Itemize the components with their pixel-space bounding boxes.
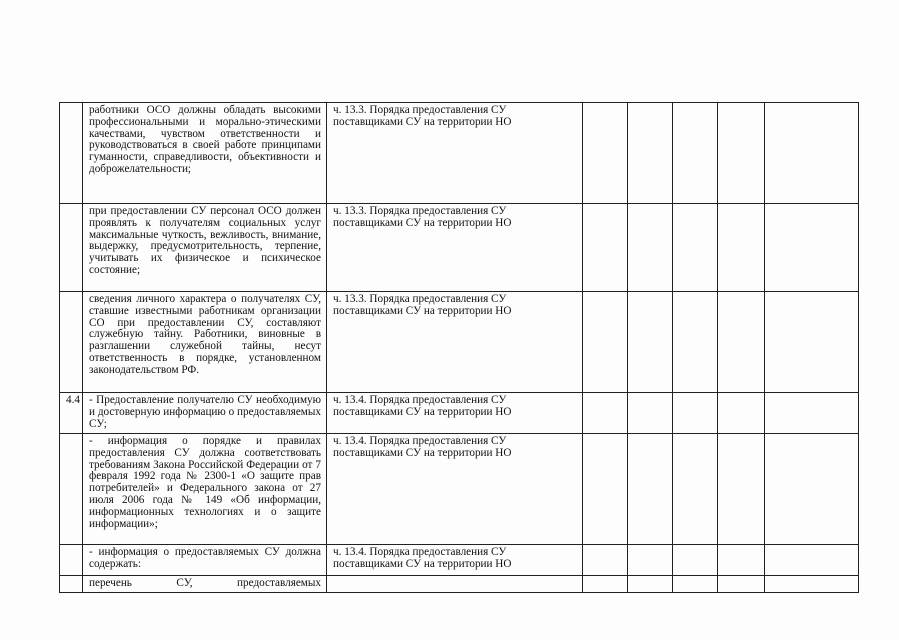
empty-cell [628, 545, 673, 576]
table-row [60, 393, 859, 434]
requirement-text: - информация о порядке и правилах предоставления СУ должна соответствовать требованиям Закона Российской Федерации от 7 февраля 1992 года № 2300-1 «О защите прав потребителей» и Федерального закона от 27 июля 2006 года № 149 «Об информации, информационных технологиях и о защите информации»; [83, 434, 327, 545]
reference-text [327, 576, 583, 593]
row-number [60, 576, 83, 593]
empty-cell [673, 576, 718, 593]
empty-cell [765, 545, 859, 576]
empty-cell [673, 292, 718, 393]
reference-text: ч. 13.3. Порядка предоставления СУ поставщиками СУ на территории НО [327, 103, 583, 204]
requirements-table [59, 102, 859, 593]
requirement-text: - информация о предоставляемых СУ должна содержать: [83, 545, 327, 576]
reference-text: ч. 13.4. Порядка предоставления СУ поставщиками СУ на территории НО [327, 393, 583, 434]
reference-text: ч. 13.4. Порядка предоставления СУ поставщиками СУ на территории НО [327, 434, 583, 545]
empty-cell [718, 393, 765, 434]
empty-cell [628, 292, 673, 393]
row-number: 4.4 [60, 393, 83, 434]
empty-cell [718, 103, 765, 204]
requirement-text: - Предоставление получателю СУ необходимую и достоверную информацию о предоставляемых СУ; [83, 393, 327, 434]
table-row [60, 434, 859, 545]
empty-cell [673, 545, 718, 576]
reference-text: ч. 13.4. Порядка предоставления СУ поставщиками СУ на территории НО [327, 545, 583, 576]
empty-cell [583, 204, 628, 292]
empty-cell [673, 434, 718, 545]
empty-cell [673, 393, 718, 434]
empty-cell [583, 545, 628, 576]
row-number [60, 292, 83, 393]
empty-cell [583, 576, 628, 593]
table-row [60, 576, 859, 593]
requirement-text: при предоставлении СУ персонал ОСО должен проявлять к получателям социальных услуг максимальные чуткость, вежливость, внимание, выдержку, предусмотрительность, терпение, учитывать их физическое и психическое состояние; [83, 204, 327, 292]
table-row [60, 103, 859, 204]
empty-cell [765, 393, 859, 434]
empty-cell [718, 204, 765, 292]
empty-cell [718, 576, 765, 593]
row-number [60, 204, 83, 292]
empty-cell [673, 103, 718, 204]
empty-cell [765, 434, 859, 545]
empty-cell [583, 434, 628, 545]
empty-cell [765, 292, 859, 393]
empty-cell [765, 576, 859, 593]
reference-text: ч. 13.3. Порядка предоставления СУ поставщиками СУ на территории НО [327, 204, 583, 292]
requirement-text: перечень СУ, предоставляемых [83, 576, 327, 593]
empty-cell [628, 393, 673, 434]
empty-cell [628, 204, 673, 292]
empty-cell [583, 292, 628, 393]
empty-cell [628, 576, 673, 593]
empty-cell [673, 204, 718, 292]
table-row [60, 292, 859, 393]
row-number [60, 103, 83, 204]
reference-text: ч. 13.3. Порядка предоставления СУ поставщиками СУ на территории НО [327, 292, 583, 393]
empty-cell [765, 103, 859, 204]
row-number [60, 545, 83, 576]
requirement-text: работники ОСО должны обладать высокими профессиональными и морально-этическими качествами, чувством ответственности и руководствоваться в своей работе принципами гуманности, справедливости, объективности и доброжелательности; [83, 103, 327, 204]
empty-cell [718, 434, 765, 545]
empty-cell [628, 103, 673, 204]
empty-cell [628, 434, 673, 545]
row-number [60, 434, 83, 545]
requirement-text: сведения личного характера о получателях СУ, ставшие известными работникам организации СО при предоставлении СУ, составляют служебную тайну. Работники, виновные в разглашении служебной тайны, несут ответственность в порядке, установленном законодательством РФ. [83, 292, 327, 393]
empty-cell [583, 393, 628, 434]
empty-cell [765, 204, 859, 292]
empty-cell [718, 292, 765, 393]
empty-cell [583, 103, 628, 204]
empty-cell [718, 545, 765, 576]
table-row [60, 204, 859, 292]
table-row [60, 545, 859, 576]
